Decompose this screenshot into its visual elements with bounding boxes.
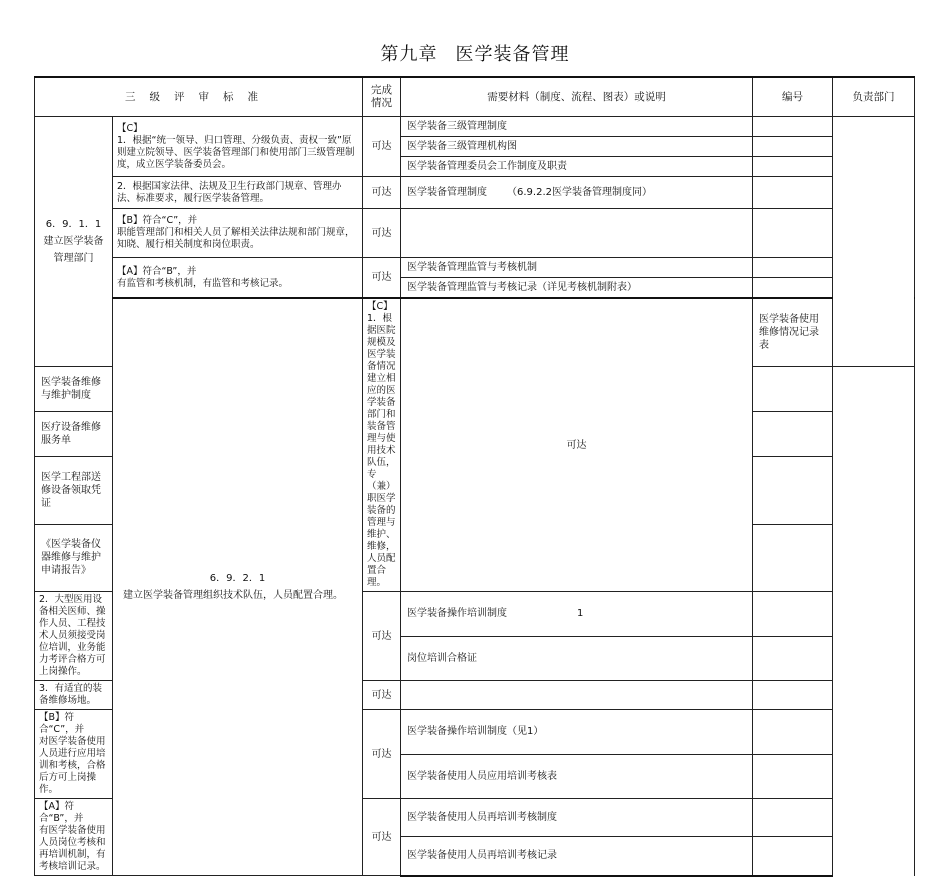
page-title	[0, 40, 950, 66]
number-cell	[753, 209, 833, 258]
completion-status: 可达	[363, 258, 401, 299]
completion-status: 可达	[363, 710, 401, 799]
material-item: 医学装备管理监管与考核记录（详见考核机制附表）	[401, 278, 753, 299]
number-cell	[753, 258, 833, 278]
material-item: 医学装备三级管理制度	[401, 117, 753, 137]
number-cell	[753, 837, 833, 876]
material-item: 医学装备管理制度 （6.9.2.2医学装备管理制度同）	[401, 177, 753, 209]
completion-status: 可达	[363, 799, 401, 876]
header-materials: 需要材料（制度、流程、图表）或说明	[401, 77, 753, 117]
criterion-text: 【C】 1．根据医院规模及医学装备情况建立相应的医学装备部门和装备管理与使用技术队伍，专（兼）职医学装备的管理与维护、维修，人员配置合理。	[363, 298, 401, 592]
standards-table	[34, 76, 915, 877]
material-item: 医学装备使用人员再培训考核记录	[401, 837, 753, 876]
completion-status: 可达	[363, 209, 401, 258]
material-item: 《医学装备仪器维修与维护申请报告》	[35, 524, 113, 591]
criterion-text: 3．有适宜的装备维修场地。	[35, 681, 113, 710]
number-cell	[753, 366, 833, 411]
article-code: 6．9．1．1	[45, 218, 102, 230]
criterion-text: 【B】符合“C”，并 职能管理部门和相关人员了解相关法律法规和部门规章，知晓、履行相关制度和岗位职责。	[113, 209, 363, 258]
table-row	[35, 209, 915, 258]
article-code: 6．9．2．1	[209, 573, 266, 584]
number-cell	[753, 157, 833, 177]
material-item	[401, 209, 753, 258]
number-cell	[753, 457, 833, 524]
material-item: 医学装备使用人员应用培训考核表	[401, 754, 753, 799]
number-cell	[753, 412, 833, 457]
completion-status: 可达	[363, 592, 401, 681]
table-header-row	[35, 77, 915, 117]
material-item: 医学装备操作培训制度 1	[401, 592, 753, 637]
material-item: 医疗设备维修服务单	[35, 412, 113, 457]
number-cell	[753, 710, 833, 755]
completion-status: 可达	[363, 681, 401, 710]
table-row	[35, 258, 915, 278]
table-row	[35, 117, 915, 137]
material-item: 医学装备操作培训制度（见1）	[401, 710, 753, 755]
material-item: 医学装备使用人员再培训考核制度	[401, 799, 753, 837]
material-item: 医学装备维修与维护制度	[35, 366, 113, 411]
completion-status: 可达	[363, 117, 401, 177]
number-cell	[753, 117, 833, 137]
criterion-text: 2．大型医用设备相关医师、操作人员、工程技术人员须接受岗位培训，业务能力考评合格方可上岗操作。	[35, 592, 113, 681]
header-standard: 三级评审标准	[35, 77, 363, 117]
header-completion: 完成情况	[363, 77, 401, 117]
completion-status: 可达	[401, 298, 753, 592]
criterion-text: 【A】符合“B”，并 有监管和考核机制，有监管和考核记录。	[113, 258, 363, 299]
material-item: 医学装备使用维修情况记录表	[753, 298, 833, 366]
article-name: 建立医学装备管理组织技术队伍，人员配置合理。	[123, 590, 343, 601]
number-cell	[753, 524, 833, 591]
number-cell	[753, 636, 833, 681]
department-cell	[833, 117, 915, 367]
table-row	[35, 177, 915, 209]
number-cell	[753, 278, 833, 299]
material-item: 医学装备管理监管与考核机制	[401, 258, 753, 278]
material-item: 医学装备管理委员会工作制度及职责	[401, 157, 753, 177]
article-cell	[35, 117, 113, 367]
number-cell	[753, 592, 833, 637]
article-name: 建立医学装备管理部门	[43, 235, 104, 264]
number-cell	[753, 681, 833, 710]
number-cell	[753, 177, 833, 209]
number-cell	[753, 799, 833, 837]
material-ref-number: 1	[577, 608, 584, 620]
chapter-name: 医学装备管理	[455, 44, 570, 65]
header-number: 编号	[753, 77, 833, 117]
criterion-text: 2．根据国家法律、法规及卫生行政部门规章、管理办法、标准要求，履行医学装备管理。	[113, 177, 363, 209]
criterion-text: 【C】 1．根据“统一领导、归口管理、分级负责、责权一致”原则建立院领导、医学装备管理部门和使用部门三级管理制度，成立医学装备委员会。	[113, 117, 363, 177]
material-item: 医学工程部送修设备领取凭证	[35, 457, 113, 524]
criterion-text: 【A】符合“B”，并 有医学装备使用人员岗位考核和再培训机制，有考核培训记录。	[35, 799, 113, 876]
article-cell	[113, 298, 363, 876]
number-cell	[753, 137, 833, 157]
material-note: （6.9.2.2医学装备管理制度同）	[507, 187, 652, 198]
table-row	[35, 298, 915, 366]
material-item: 医学装备三级管理机构图	[401, 137, 753, 157]
criterion-text: 【B】符合“C”，并 对医学装备使用人员进行应用培训和考核，合格后方可上岗操作。	[35, 710, 113, 799]
header-department: 负责部门	[833, 77, 915, 117]
number-cell	[753, 754, 833, 799]
chapter-label: 第九章	[380, 44, 438, 65]
completion-status: 可达	[363, 177, 401, 209]
material-item	[401, 681, 753, 710]
material-item: 岗位培训合格证	[401, 636, 753, 681]
